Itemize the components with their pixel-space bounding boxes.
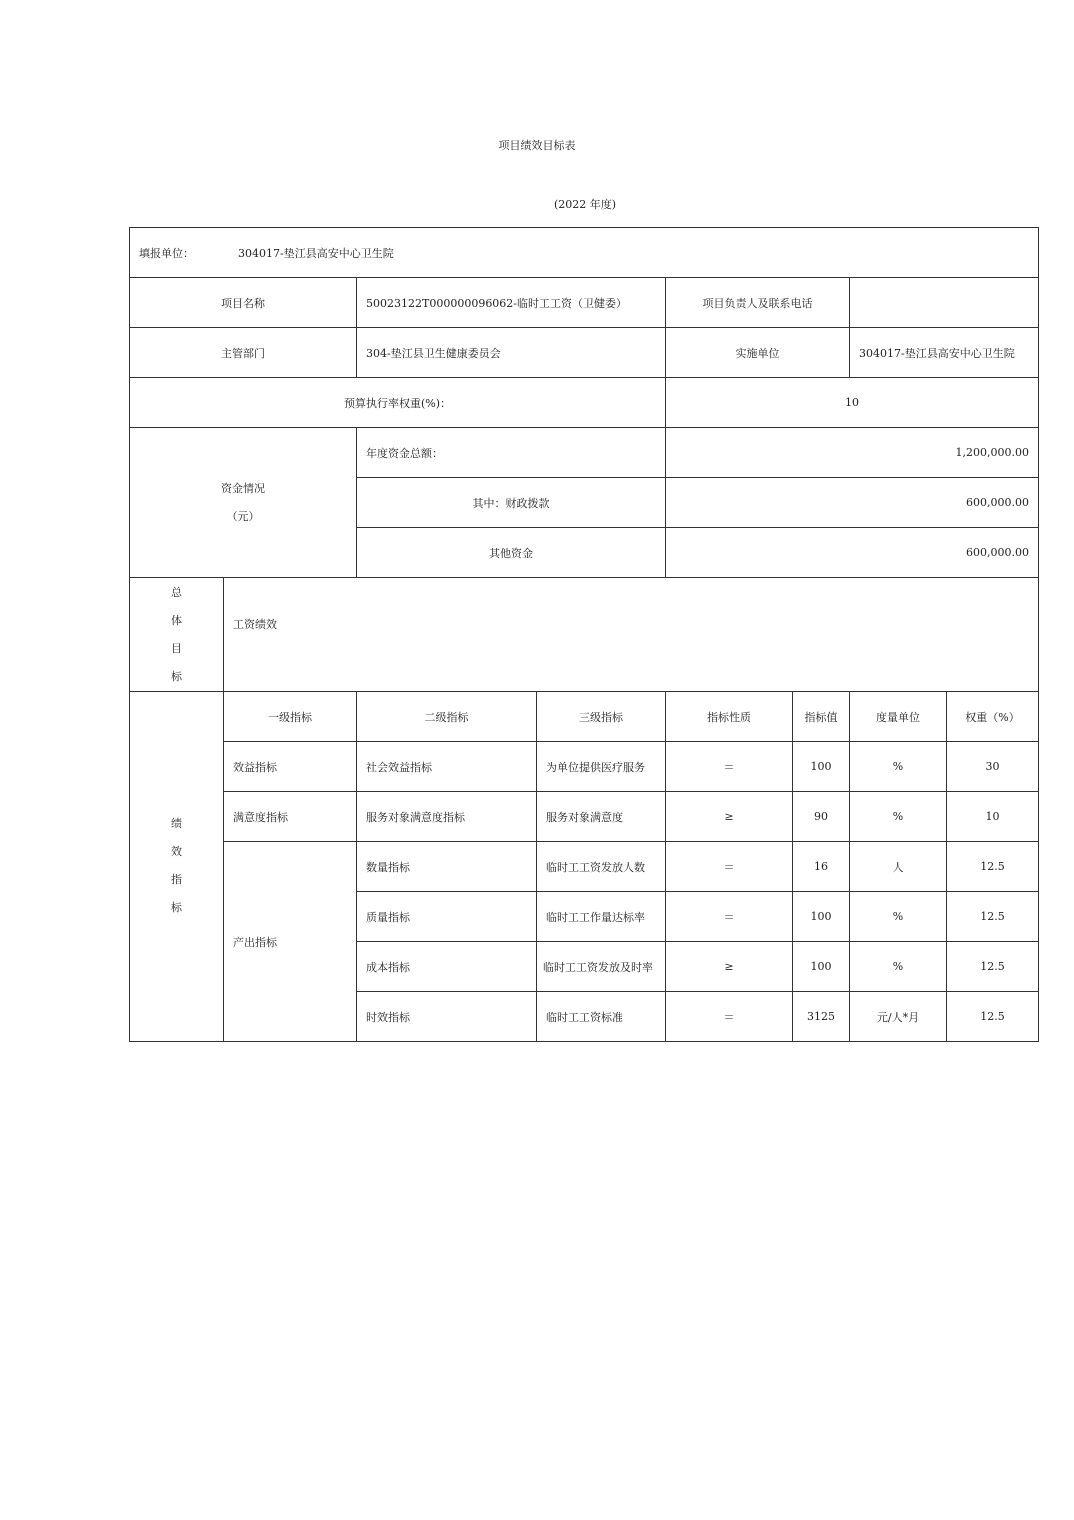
nature-cell: ≥ [666,792,793,842]
overall-goal-label [130,578,224,692]
overall-goal-char: 总 [171,585,182,599]
weight-cell: 30 [947,742,1039,792]
department-label: 主管部门 [130,328,357,378]
funds-other-label: 其他资金 [357,528,666,578]
nature-cell: ＝ [666,842,793,892]
performance-target-table [129,227,1039,1042]
level2-cell: 服务对象满意度指标 [357,792,537,842]
value-cell: 100 [793,742,850,792]
indicators-label-char: 绩 [171,817,182,830]
weight-cell: 12.5 [947,942,1039,992]
value-cell: 3125 [793,992,850,1042]
document-year: (2022 年度) [553,198,617,211]
indicator-header-row [130,692,1039,742]
table-row [130,792,1039,842]
level3-cell: 为单位提供医疗服务 [537,742,666,792]
project-name-label: 项目名称 [130,278,357,328]
level1-cell: 满意度指标 [224,792,357,842]
level2-cell: 社会效益指标 [357,742,537,792]
unit-cell: 元/人*月 [850,992,947,1042]
unit-cell: % [850,792,947,842]
nature-cell: ＝ [666,892,793,942]
overall-goal-char: 标 [171,669,182,683]
nature-cell: ＝ [666,742,793,792]
implementing-unit-label: 实施单位 [666,328,850,378]
header-level3: 三级指标 [537,692,666,742]
unit-cell: % [850,742,947,792]
budget-rate-row [130,378,1039,428]
indicators-label-char: 指 [171,873,182,886]
project-contact-label: 项目负责人及联系电话 [666,278,850,328]
value-cell: 100 [793,942,850,992]
project-name-value: 50023122T000000096062-临时工工资（卫健委） [357,278,666,328]
header-level1: 一级指标 [224,692,357,742]
nature-cell: ≥ [666,942,793,992]
level1-cell-output: 产出指标 [224,842,357,1042]
unit-cell: 人 [850,842,947,892]
reporting-unit-value: 304017-垫江县高安中心卫生院 [238,246,394,260]
funds-total-label: 年度资金总额： [357,428,666,478]
level3-cell: 临时工工作量达标率 [537,892,666,942]
reporting-unit-label: 填报单位： [139,246,194,260]
level3-cell: 服务对象满意度 [537,792,666,842]
funds-fiscal-value: 600,000.00 [666,478,1039,528]
level2-cell: 时效指标 [357,992,537,1042]
overall-goal-char: 目 [171,641,182,655]
implementing-unit-value: 304017-垫江县高安中心卫生院 [850,328,1039,378]
level2-cell: 质量指标 [357,892,537,942]
weight-cell: 10 [947,792,1039,842]
unit-cell: % [850,892,947,942]
funds-label [130,428,357,578]
funds-fiscal-label: 其中：财政拨款 [357,478,666,528]
weight-cell: 12.5 [947,842,1039,892]
indicators-label [130,692,224,1042]
header-value: 指标值 [793,692,850,742]
reporting-unit-cell [130,228,1039,278]
budget-rate-label: 预算执行率权重(%)： [130,378,666,428]
header-level2: 二级指标 [357,692,537,742]
funds-label-line2: （元） [226,509,260,523]
table-row [130,842,1039,892]
level2-cell: 数量指标 [357,842,537,892]
project-contact-value [850,278,1039,328]
funds-total-row [130,428,1039,478]
project-name-row [130,278,1039,328]
budget-rate-value: 10 [666,378,1039,428]
overall-goal-row [130,578,1039,692]
funds-total-value: 1,200,000.00 [666,428,1039,478]
overall-goal-text: 工资绩效 [224,578,1039,692]
document-title: 项目绩效目标表 [498,139,576,152]
indicators-label-char: 效 [171,845,182,858]
weight-cell: 12.5 [947,892,1039,942]
department-row [130,328,1039,378]
level3-cell: 临时工工资发放人数 [537,842,666,892]
unit-cell: % [850,942,947,992]
value-cell: 16 [793,842,850,892]
level2-cell: 成本指标 [357,942,537,992]
level3-cell: 临时工工资标准 [537,992,666,1042]
value-cell: 90 [793,792,850,842]
table-row [130,742,1039,792]
header-unit: 度量单位 [850,692,947,742]
nature-cell: ＝ [666,992,793,1042]
value-cell: 100 [793,892,850,942]
indicators-label-char: 标 [171,901,182,914]
level1-cell: 效益指标 [224,742,357,792]
unit-row [130,228,1039,278]
weight-cell: 12.5 [947,992,1039,1042]
level3-cell: 临时工工资发放及时率 [537,942,666,992]
header-nature: 指标性质 [666,692,793,742]
header-weight: 权重（%） [947,692,1039,742]
overall-goal-char: 体 [171,613,182,627]
funds-other-value: 600,000.00 [666,528,1039,578]
funds-label-line1: 资金情况 [221,481,265,495]
department-value: 304-垫江县卫生健康委员会 [357,328,666,378]
